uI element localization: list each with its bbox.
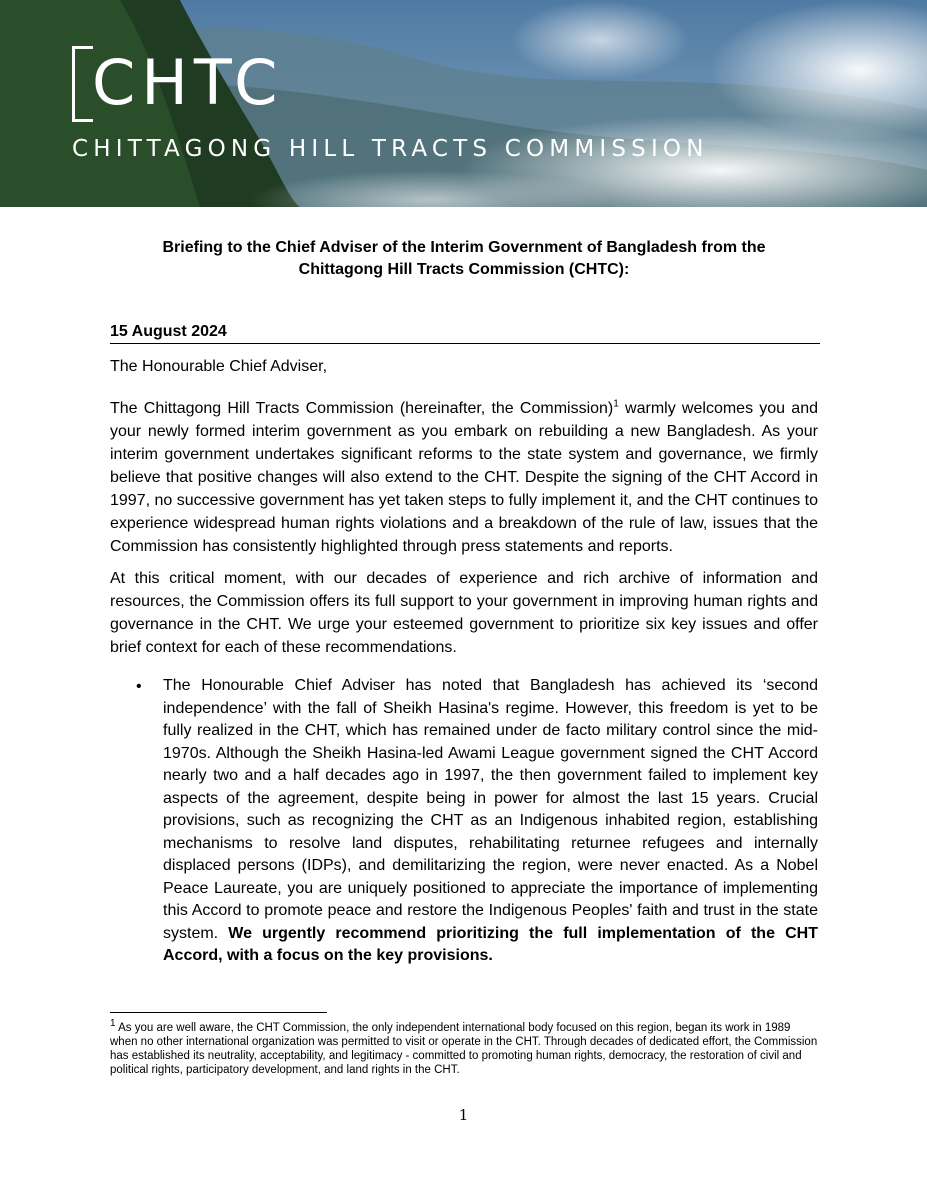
document-title xyxy=(110,237,818,281)
footnote-reference: 1 xyxy=(613,398,619,410)
header-banner xyxy=(0,0,927,207)
footnote xyxy=(110,1018,820,1077)
bullet-item-1-text: The Honourable Chief Adviser has noted that Bangladesh has achieved its ‘second independence’ with the fall of Sheikh Hasina's regime. However, this freedom is yet to be fully realized in the CHT, which has remained under de facto military control since the mid-1970s. Although the Sheikh Hasina-led Awami League government signed the CHT Accord nearly two and a half decades ago in 1997, the then government failed to implement key aspects of the agreement, despite being in power for almost the last 15 years. Crucial provisions, such as recognizing the CHT as an Indigenous inhabited region, establishing mechanisms to resolve land disputes, rehabilitating returnee refugees and internally displaced persons (IDPs), and demilitarizing the region, were never enacted. As a Nobel Peace Laureate, you are uniquely positioned to appreciate the importance of implementing this Accord to promote peace and restore the Indigenous Peoples' faith and trust in the state system. xyxy=(163,677,818,942)
title-line-2: Chittagong Hill Tracts Commission (CHTC): xyxy=(298,261,630,278)
footnote-text: As you are well aware, the CHT Commission, the only independent international body focused on this region, began its work in 1989 when no other international organization was permitted to visit or operate in the CHT. Through decades of dedicated effort, the Commission has established its neutrality, acceptability, and legitimacy - committed to promoting human rights, democracy, the restoration of civil and political rights, participatory development, and land rights in the CHT. xyxy=(110,1022,818,1076)
salutation: The Honourable Chief Adviser, xyxy=(110,358,328,375)
paragraph-1-rest: warmly welcomes you and your newly formed interim government as you embark on rebuilding a new Bangladesh. As your interim government undertakes significant reforms to the state system and governance, we firmly believe that positive changes will also extend to the CHT. Despite the signing of the CHT Accord in 1997, no successive government has yet taken steps to fully implement it, and the CHT continues to experience widespread human rights violations and a breakdown of the rule of law, issues that the Commission has consistently highlighted through press statements and reports. xyxy=(110,400,818,555)
paragraph-2: At this critical moment, with our decades of experience and rich archive of information and resources, the Commission offers its full support to your government in improving human rights and governance in the CHT. We urge your esteemed government to prioritize six key issues and offer brief context for each of these recommendations. xyxy=(110,570,818,656)
bullet-item-1-recommendation: We urgently recommend prioritizing the full implementation of the CHT Accord, with a focus on the key provisions. xyxy=(163,924,818,964)
bullet-item-1 xyxy=(163,675,818,968)
bullet-icon: • xyxy=(136,678,142,695)
page-number: 1 xyxy=(458,1106,469,1124)
document-date: 15 August 2024 xyxy=(110,322,820,344)
logo-text: CHTC xyxy=(92,46,284,119)
paragraph-1 xyxy=(110,397,818,558)
organization-name: CHITTAGONG HILL TRACTS COMMISSION xyxy=(72,136,709,162)
footnote-divider xyxy=(110,1012,327,1013)
logo-bracket xyxy=(72,46,93,122)
paragraph-1-start: The Chittagong Hill Tracts Commission (hereinafter, the Commission) xyxy=(110,400,614,417)
footnote-number: 1 xyxy=(110,1018,116,1030)
title-line-1: Briefing to the Chief Adviser of the Interim Government of Bangladesh from the xyxy=(162,239,766,256)
